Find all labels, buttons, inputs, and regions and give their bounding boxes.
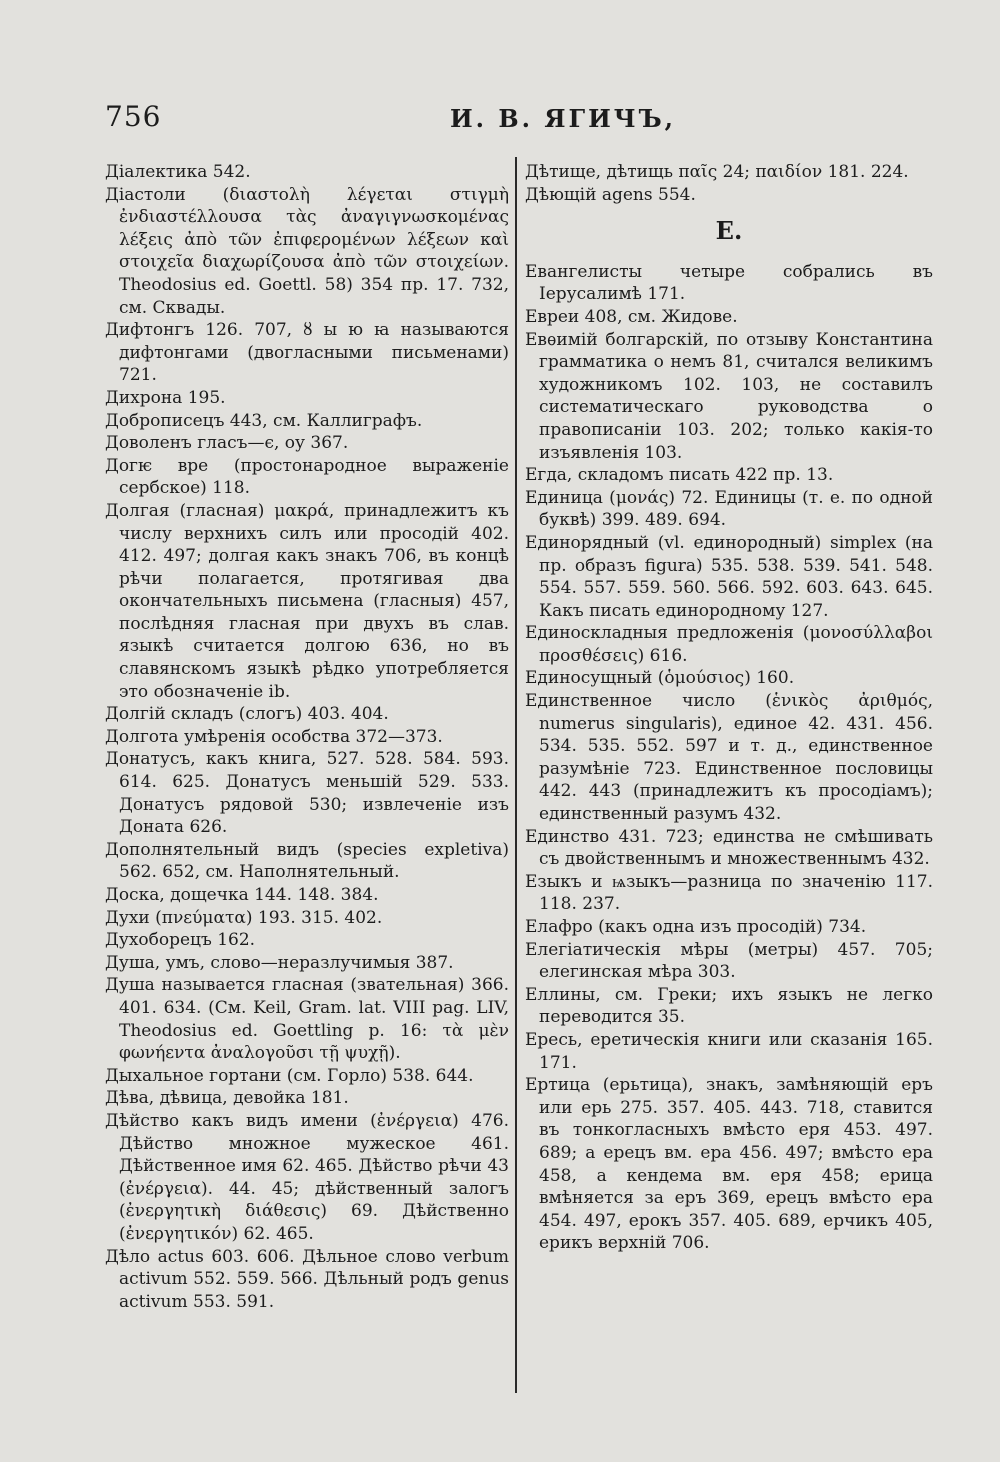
index-entry: Дифтонгъ 126. 707, ȣ ы ю ꙗ называются дифтонгами (двогласными письменами) 721.: [105, 320, 509, 386]
index-entry: Доволенъ гласъ—є, оу 367.: [105, 433, 349, 454]
index-entry: Долгота умѣренія особства 372—373.: [105, 726, 443, 747]
column-divider: [515, 157, 517, 1393]
right-column: [525, 161, 933, 1255]
section-letter-heading: Е.: [715, 216, 743, 246]
index-entry: Евреи 408, см. Жидове.: [525, 306, 738, 327]
index-entry: Единство 431. 723; единства не смѣшивать съ двойственнымъ и множественнымъ 432.: [525, 826, 933, 870]
index-entry: Дыхальное гортани (см. Горло) 538. 644.: [105, 1065, 474, 1086]
index-entry: Егда, складомъ писать 422 пр. 13.: [525, 465, 834, 486]
index-entry: Единица (μονάς) 72. Единицы (т. е. по одной буквѣ) 399. 489. 694.: [525, 487, 933, 531]
index-entry: Душа называется гласная (звательная) 366. 401. 634. (См. Keil, Gram. lat. VIII pag. LIV, Theodosius ed. Goettling p. 16: τὰ μὲν φωνήεντα ἀναλογοῦσι τῇ ψυχῇ).: [105, 975, 509, 1064]
index-entry: Ересь, еретическія книги или сказанія 165. 171.: [525, 1029, 933, 1073]
index-entry: Единоскладныя предложенія (μονοσύλλαβοι προσθέσεις) 616.: [525, 623, 933, 666]
index-entry: Догѥ вре (простонародное выраженіе сербское) 118.: [105, 455, 509, 499]
page-header: [0, 100, 1000, 140]
index-entry: Дополнятельный видъ (species expletiva) 562. 652, см. Наполнятельный.: [105, 839, 509, 883]
index-entry: Долгій складъ (слогъ) 403. 404.: [105, 704, 389, 725]
index-entry: Единорядный (vl. единородный) simplex (на пр. образъ figura) 535. 538. 539. 541. 548. 554. 557. 559. 560. 566. 592. 603. 643. 645. Какъ писать единородному 127.: [525, 532, 933, 621]
page-number: 756: [105, 100, 162, 133]
index-entry: Долгая (гласная) μακρά, принадлежитъ къ числу верхнихъ силъ или просодій 402. 412. 497; долгая какъ знакъ 706, въ концѣ рѣчи полагается, протягивая два окончательныхъ письмена (гласныя) 457, послѣдняя гласная при двухъ въ слав. языкѣ считается долгою 636, но въ славянскомъ языкѣ рѣдко употребляется это обозначеніе ib.: [105, 500, 509, 702]
index-entry: Дѣва, дѣвица, девойка 181.: [105, 1088, 349, 1109]
index-entry: Единосущный (ὁμούσιος) 160.: [525, 668, 795, 689]
index-entry: Дѣйство какъ видъ имени (ἐνέργεια) 476. Дѣйство множное мужеское 461. Дѣйственное имя 62. 465. Дѣйство рѣчи 43 (ἐνέργεια). 44. 45; дѣйственный залогъ (ἐνεργητικὴ διάθεσις) 69. Дѣйственно (ἐνεργητικόν) 62. 465.: [105, 1110, 509, 1244]
index-entry: Духи (πνεύματα) 193. 315. 402.: [105, 907, 383, 928]
index-entry: Ертица (ерьтица), знакъ, замѣняющій еръ или ерь 275. 357. 405. 443. 718, ставится въ тонкогласныхъ вмѣсто еря 453. 497. 689; а ерецъ вм. ера 456. 497; вмѣсто ера 458, а кендема вм. еря 458; ерица вмѣняется за еръ 369, ерецъ вмѣсто ера 454. 497, ерокъ 357. 405. 689, ерчикъ 405, ерикъ верхній 706.: [525, 1075, 933, 1254]
running-title: И. В. ЯГИЧЪ,: [450, 104, 677, 133]
index-entry: Донатусъ, какъ книга, 527. 528. 584. 593. 614. 625. Донатусъ меньшій 529. 533. Донатусъ рядовой 530; извлеченіе изъ Доната 626.: [105, 749, 509, 838]
index-entry: Дѣющій agens 554.: [525, 184, 696, 205]
left-column: [105, 161, 509, 1313]
index-entry: Елафро (какъ одна изъ просодій) 734.: [525, 917, 867, 937]
index-entry: Діастоли (διαστολὴ λέγεται στιγμὴ ἐνδιαστέλλουσα τὰς ἀναγιγνωσκομένας λέξεις ἀπὸ τῶν ἐπιφερομένων λέξεων καὶ στοιχεῖα διαχωρίζουσα ἀπὸ τῶν στοιχείων. Theodosius ed. Goettl. 58) 354 пр. 17. 732, см. Сквады.: [105, 184, 509, 318]
index-entry: Евѳимій болгарскій, по отзыву Константина грамматика о немъ 81, считался великимъ художникомъ 102. 103, не составилъ систематическаго руководства о правописаніи 103. 202; только какія-то изъявленія 103.: [525, 329, 933, 463]
index-entry: Духоборецъ 162.: [105, 930, 256, 951]
index-entry: Дихрона 195.: [105, 387, 226, 408]
index-entry: Евангелисты четыре собрались въ Іерусалимѣ 171.: [525, 261, 933, 305]
index-entry: Единственное число (ἑνικὸς ἀριθμός, numerus singularis), единое 42. 431. 456. 534. 535. 552. 597 и т. д., единственное разумѣніе 723. Единственное пословицы 442. 443 (принадлежитъ къ просодіамъ); единственный разумъ 432.: [525, 691, 933, 825]
index-entry: Діалектика 542.: [105, 162, 251, 182]
index-entry: Доска, дощечка 144. 148. 384.: [105, 885, 379, 905]
index-entry: Еллины, см. Греки; ихъ языкъ не легко переводится 35.: [525, 984, 933, 1028]
index-entry: Душа, умъ, слово—неразлучимыя 387.: [105, 952, 454, 973]
index-entry: Дѣтище, дѣтищь παῖς 24; παιδίον 181. 224.: [525, 162, 909, 182]
index-entry: Доброписецъ 443, см. Каллиграфъ.: [105, 410, 423, 431]
index-entry: Езыкъ и ѩзыкъ—разница по значенію 117. 118. 237.: [525, 871, 933, 915]
index-entry: Елегіатическія мѣры (метры) 457. 705; елегинская мѣра 303.: [525, 939, 933, 983]
index-entry: Дѣло actus 603. 606. Дѣльное слово verbum activum 552. 559. 566. Дѣльный родъ genus activum 553. 591.: [105, 1246, 509, 1312]
